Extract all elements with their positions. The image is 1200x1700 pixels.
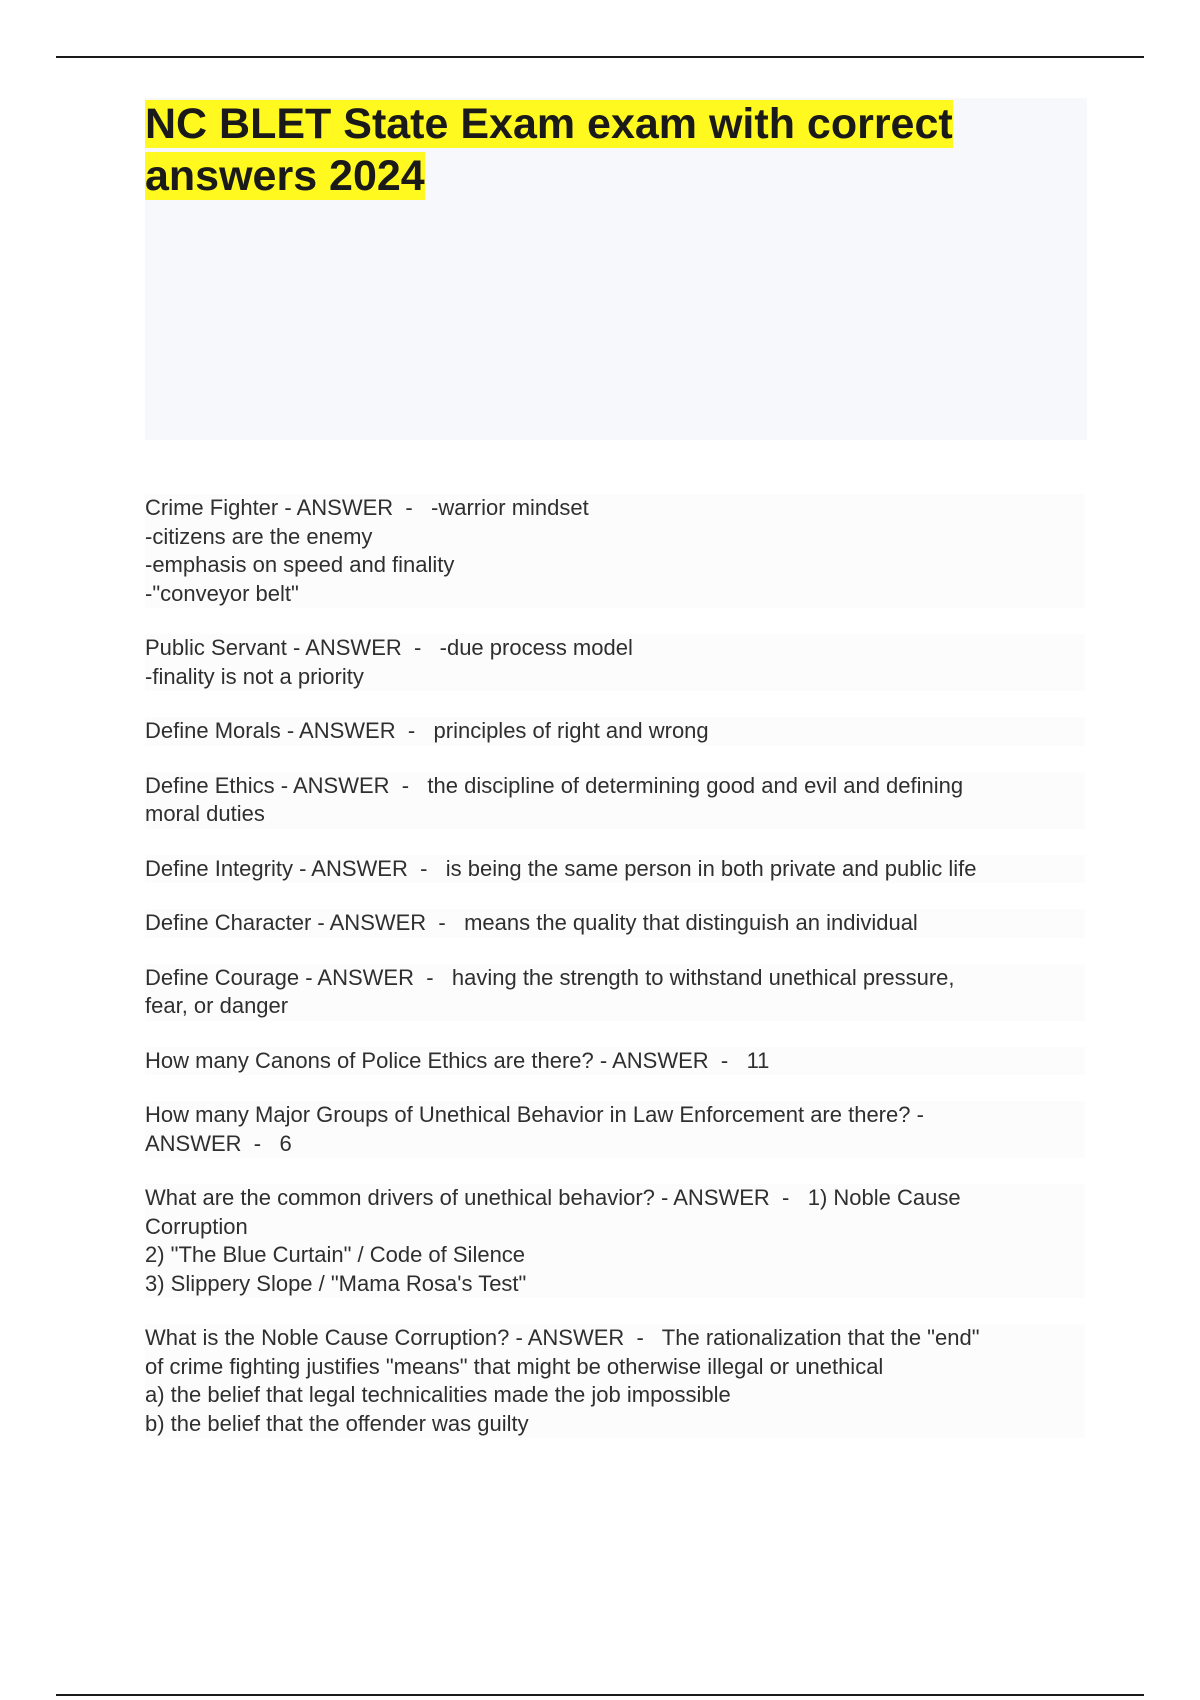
- qa-item-noble-cause: What is the Noble Cause Corruption? - ANSWER - The rationalization that the "end" of crime fighting justifies "means" that might be otherwise illegal or unethical a) the belief that legal technicalities made the job impossible b) the belief that the offender was guilty: [145, 1324, 1085, 1438]
- qa-item-crime-fighter: Crime Fighter - ANSWER - -warrior mindset -citizens are the enemy -emphasis on speed and finality -"conveyor belt": [145, 494, 1085, 608]
- bottom-divider: [56, 1694, 1144, 1696]
- qa-item-ethics: Define Ethics - ANSWER - the discipline of determining good and evil and defining moral duties: [145, 772, 1085, 829]
- qa-list: [145, 494, 1085, 1464]
- qa-item-major-groups: How many Major Groups of Unethical Behavior in Law Enforcement are there? - ANSWER - 6: [145, 1101, 1085, 1158]
- top-divider: [56, 56, 1144, 58]
- qa-item-drivers: What are the common drivers of unethical behavior? - ANSWER - 1) Noble Cause Corruption 2) "The Blue Curtain" / Code of Silence 3) Slippery Slope / "Mama Rosa's Test": [145, 1184, 1085, 1298]
- qa-item-canons: How many Canons of Police Ethics are there? - ANSWER - 11: [145, 1047, 1085, 1076]
- qa-item-public-servant: Public Servant - ANSWER - -due process model -finality is not a priority: [145, 634, 1085, 691]
- title-block: [145, 98, 1087, 440]
- document-title: [145, 98, 1045, 202]
- qa-item-character: Define Character - ANSWER - means the quality that distinguish an individual: [145, 909, 1085, 938]
- document-title-highlight: NC BLET State Exam exam with correct answers 2024: [145, 100, 953, 200]
- qa-item-integrity: Define Integrity - ANSWER - is being the same person in both private and public life: [145, 855, 1085, 884]
- qa-item-courage: Define Courage - ANSWER - having the strength to withstand unethical pressure, fear, or danger: [145, 964, 1085, 1021]
- qa-item-morals: Define Morals - ANSWER - principles of right and wrong: [145, 717, 1085, 746]
